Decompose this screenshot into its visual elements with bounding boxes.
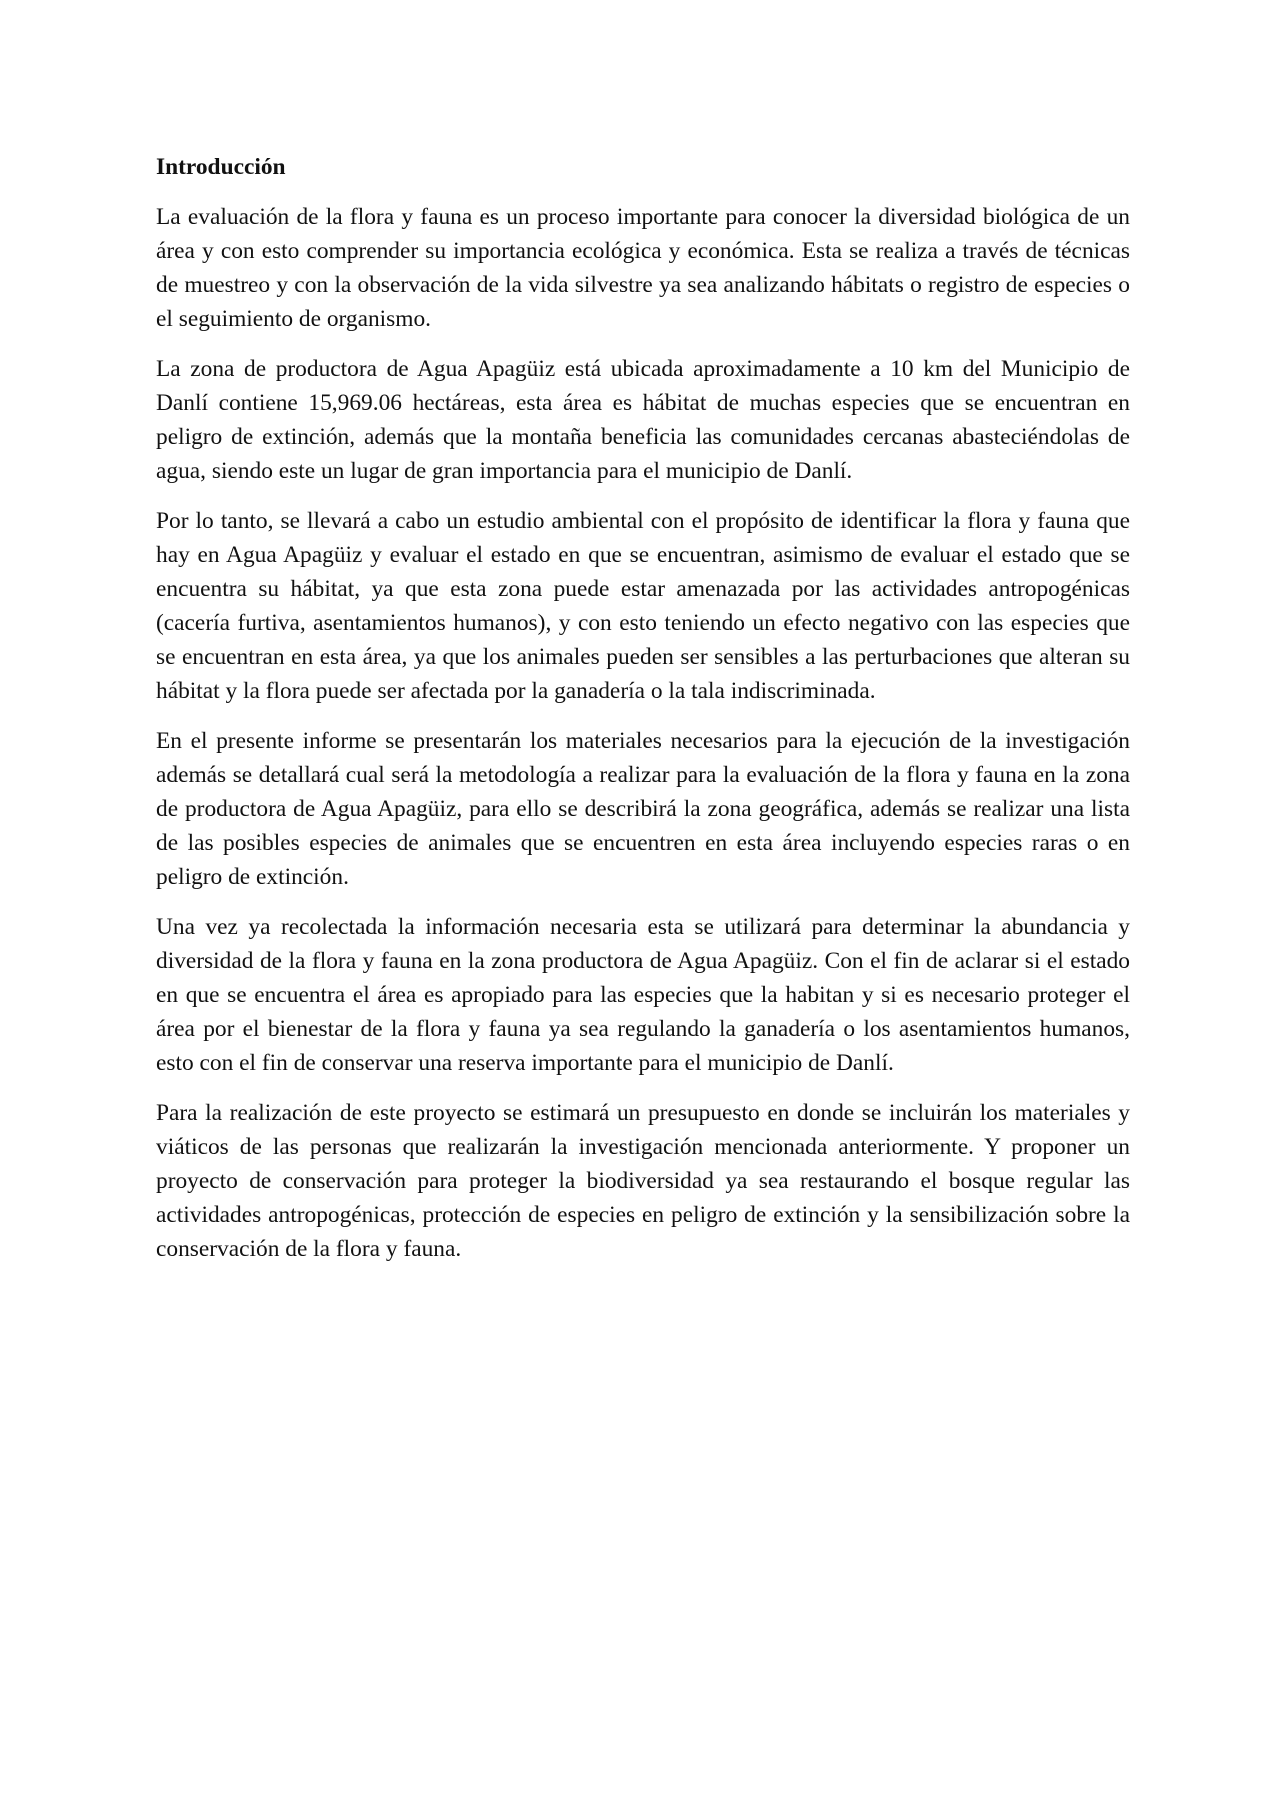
paragraph-1: La evaluación de la flora y fauna es un proceso importante para conocer la diversidad biológica de un área y con esto comprender su importancia ecológica y económica. Esta se realiza a través de técnicas de muestreo y con la observación de la vida silvestre ya sea analizando hábitats o registro de especies o el seguimiento de organismo.	[156, 204, 1130, 332]
paragraph-2: La zona de productora de Agua Apagüiz está ubicada aproximadamente a 10 km del Municipio de Danlí contiene 15,969.06 hectáreas, esta área es hábitat de muchas especies que se encuentran en peligro de extinción, además que la montaña beneficia las comunidades cercanas abasteciéndolas de agua, siendo este un lugar de gran importancia para el municipio de Danlí.	[156, 356, 1130, 484]
paragraph-4: En el presente informe se presentarán los materiales necesarios para la ejecución de la investigación además se detallará cual será la metodología a realizar para la evaluación de la flora y fauna en la zona de productora de Agua Apagüiz, para ello se describirá la zona geográfica, además se realizar una lista de las posibles especies de animales que se encuentren en esta área incluyendo especies raras o en peligro de extinción.	[156, 728, 1130, 890]
paragraph-6: Para la realización de este proyecto se estimará un presupuesto en donde se incluirán los materiales y viáticos de las personas que realizarán la investigación mencionada anteriormente. Y proponer un proyecto de conservación para proteger la biodiversidad ya sea restaurando el bosque regular las actividades antropogénicas, protección de especies en peligro de extinción y la sensibilización sobre la conservación de la flora y fauna.	[156, 1100, 1130, 1262]
paragraph-3: Por lo tanto, se llevará a cabo un estudio ambiental con el propósito de identificar la flora y fauna que hay en Agua Apagüiz y evaluar el estado en que se encuentran, asimismo de evaluar el estado que se encuentra su hábitat, ya que esta zona puede estar amenazada por las actividades antropogénicas (cacería furtiva, asentamientos humanos), y con esto teniendo un efecto negativo con las especies que se encuentran en esta área, ya que los animales pueden ser sensibles a las perturbaciones que alteran su hábitat y la flora puede ser afectada por la ganadería o la tala indiscriminada.	[156, 508, 1130, 704]
paragraph-5: Una vez ya recolectada la información necesaria esta se utilizará para determinar la abundancia y diversidad de la flora y fauna en la zona productora de Agua Apagüiz. Con el fin de aclarar si el estado en que se encuentra el área es apropiado para las especies que la habitan y si es necesario proteger el área por el bienestar de la flora y fauna ya sea regulando la ganadería o los asentamientos humanos, esto con el fin de conservar una reserva importante para el municipio de Danlí.	[156, 914, 1130, 1076]
section-heading: Introducción	[156, 154, 286, 180]
document-page	[156, 150, 1130, 1282]
